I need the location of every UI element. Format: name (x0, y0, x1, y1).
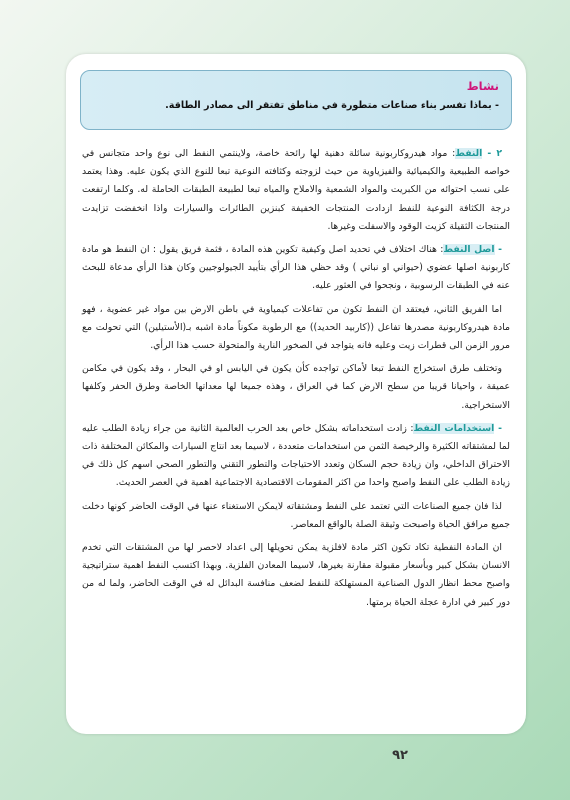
paragraph-second-group (82, 301, 510, 356)
paragraph-strategic (82, 539, 510, 612)
paragraph-text: لذا فان جميع الصناعات التي تعتمد على النفط ومشتقاته لايمكن الاستغناء عنها في الوقت الحاضر كونها دخلت جميع مرافق الحياة واصبحت وثيقة الصلة بالواقع المعاصر. (82, 500, 510, 530)
content (82, 145, 510, 617)
heading-oil-origin: اصل النفط (443, 244, 495, 256)
paragraph-text: وتختلف طرق استخراج النفط تبعا لأماكن تواجده كأن يكون في اليابس او في البحار ، وقد يكون في مكامن عميقة ، واحيانا قريبا من سطح الارض كما في العراق ، وهذه جميعا لها معداتها الخاصة وطرق الحفر وكلفها الاستخراجية. (82, 363, 510, 411)
paragraph-extraction (82, 360, 510, 415)
paragraph-text: : هناك اختلاف في تحديد اصل وكيفية تكوين هذه المادة ، فثمة فريق يقول : ان النفط هو مادة كاربونية اصلها عضوي (حيواني او نباتي ) وقد حظي هذا الرأي بتأييد الجيولوجيين وكان هذا الرأي مدعاة للبحث عنه في الطبقات الرسوبية ، ونجحوا في العثور عليه. (82, 244, 510, 292)
heading-oil: النفط (455, 148, 483, 159)
activity-box (80, 70, 512, 130)
activity-title: نشاط (466, 79, 499, 93)
section-bullet: - (494, 422, 502, 434)
page (66, 54, 526, 734)
paragraph-text: : مواد هيدروكاربونية سائلة دهنية لها رائحة خاصة، ولاينتمي النفط الى نوع واحد متجانس في خواصه الطبيعية والكيميائية والفيزياوية من حيث لزوجته وكثافته النوعية تبعا للنوع الذي يكون عليه. وهذا يعتمد على نسب احتوائه من الكبريت والمواد الشمعية والاملاح والمياه تبعا لطبيعة الطبقات الحاملة له. وكلما ارتفعت درجة الكثافة النوعية للنفط ازدادت المنتجات الخفيفة كبنزين الطائرات والسيارات واذا انخفضت تزايدت المنتجات الثقيلة كزيت الوقود والاسفلت وغيرها. (82, 148, 510, 232)
paragraph-oil-origin (82, 241, 510, 296)
section-number: ٢ - (482, 148, 502, 159)
page-number: ٩٢ (392, 748, 408, 763)
activity-question: - بماذا تفسر بناء صناعات متطورة في مناطق تفتقر الى مصادر الطاقة. (165, 100, 499, 111)
paragraph-text: اما الفريق الثاني، فيعتقد ان النفط تكون من تفاعلات كيمياوية في باطن الارض بين مواد غير عضوية ، فهو مادة هيدروكاربونية مصدرها تفاعل ((كاربيد الحديد)) مع الرطوبة مكوناً مادة اشبه بـ(الأستيلين) التي تحولت مع مرور الزمن الى قطرات زيت وعليه فانه يتواجد في الصخور النارية والمتحولة حسب هذا الرأي. (82, 303, 510, 352)
paragraph-text: ان المادة النفطية تكاد تكون اكثر مادة لافلزية يمكن تحويلها إلى اعداد لاحصر لها من المشتقات التي تخدم الانسان بشكل كبير وبأسعار مقبولة مقارنة بغيرها، لاسيما المعادن الفلزية. وبهذا اكتسب النفط اهمية ستراتيجية واصبح محط انظار الدول الصناعية المستهلكة للنفط لضعف منافسة البدائل له في الوقت الحاضر، ولما له من دور كبير في ادارة عجلة الحياة برمتها. (82, 542, 510, 608)
paragraph-text: : زادت استخداماته بشكل خاص بعد الحرب العالمية الثانية من جراء زيادة الطلب عليه لما لمشتقاته الكثيرة والرخيصة الثمن من استخدامات متعددة ، لاسيما بعد انتاج السيارات والمكائن المختلفة ذات الاحتراق الداخلي، وان زيادة حجم السكان وتعدد الاحتياجات والتطور التقني والتطور الصحي اسهم كل ذلك في زيادة الطلب على النفط واصبح واحدا من اكثر المقومات الاقتصادية الاجتماعية اهمية في العصر الحديث. (82, 422, 510, 489)
paragraph-oil-uses (82, 420, 510, 493)
paragraph-industries (82, 498, 510, 534)
section-bullet: - (494, 244, 502, 256)
paragraph-oil (82, 145, 510, 236)
heading-oil-uses: استخدامات النفط (413, 422, 495, 434)
